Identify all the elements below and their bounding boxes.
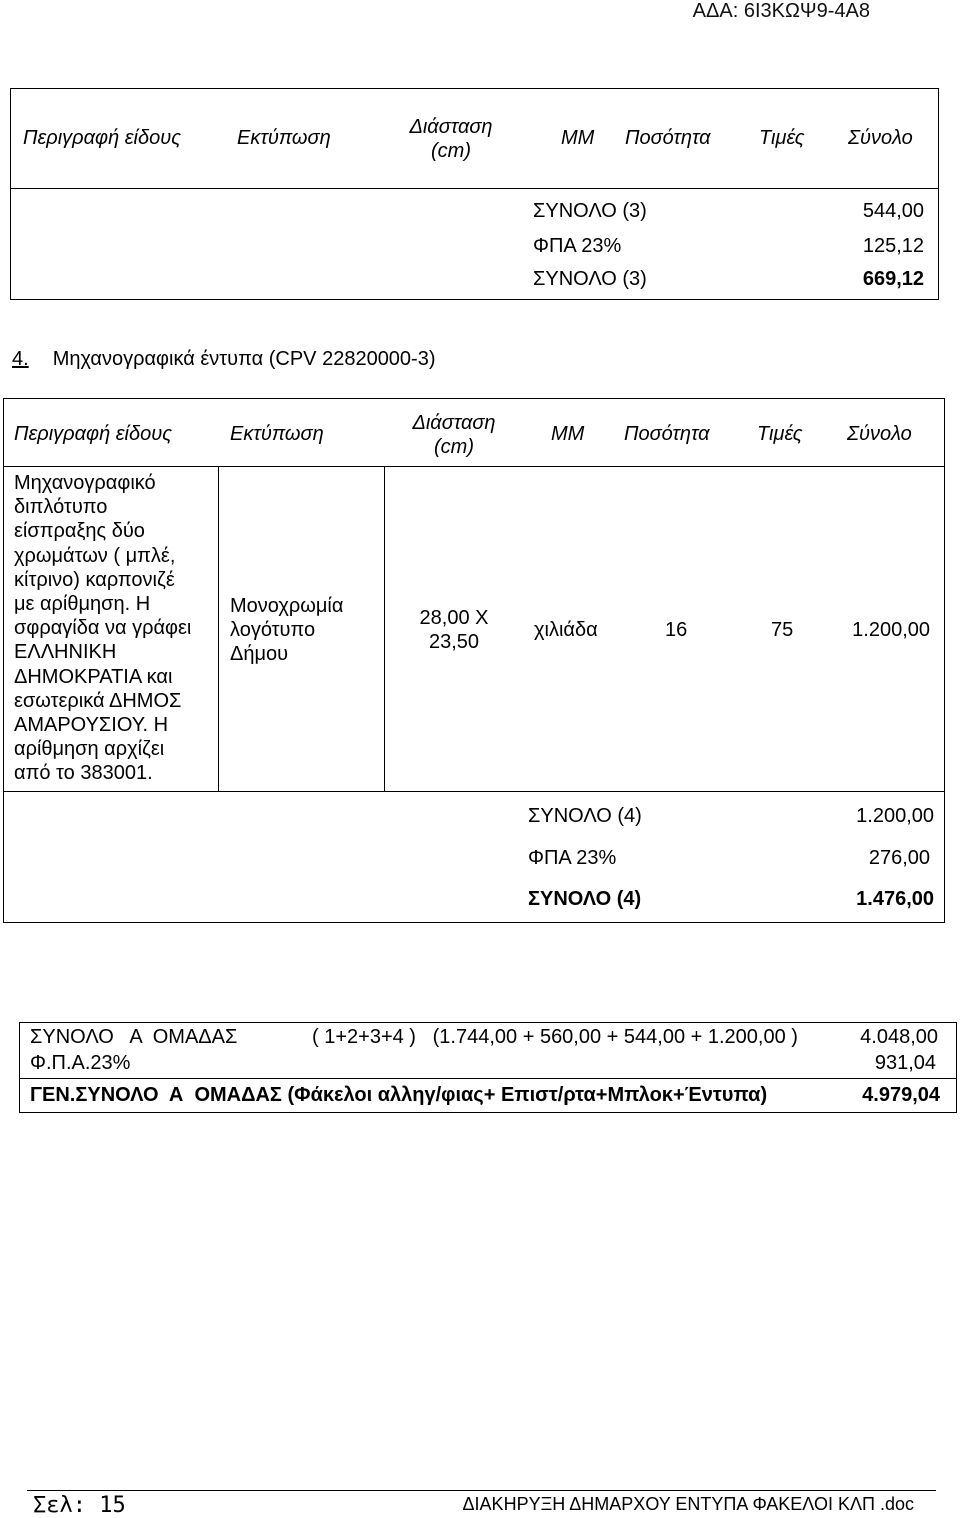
item-quantity: 16 [665,619,688,641]
total-label-4-gross: ΣΥΝΟΛΟ (4) [528,888,642,910]
t4-col-header-description: Περιγραφή είδους [14,423,172,445]
t4-col-header-dimension-line2: (cm) [434,436,474,458]
col-header-dimension [391,115,511,163]
document-name: ΔΙΑΚΗΡΥΞΗ ΔΗΜΑΡΧΟΥ ΕΝΤΥΠΑ ΦΑΚΕΛΟΙ ΚΛΠ .doc [462,1494,914,1514]
col-header-price: Τιμές [759,127,805,149]
page-number: Σελ: 15 [33,1493,126,1518]
total-label-3-net: ΣΥΝΟΛΟ (3) [533,200,647,222]
summary-vat-value: 931,04 [874,1052,936,1074]
total-label-3-vat: ΦΠΑ 23% [533,235,622,257]
summary-total-formula: ( 1+2+3+4 ) (1.744,00 + 560,00 + 544,00 + 1.200,00 ) [312,1026,798,1048]
t4-col-header-quantity: Ποσότητα [624,423,710,445]
col-header-dimension-line2: (cm) [431,140,471,162]
table-4 [3,398,945,923]
t4-col-header-dimension [394,411,514,459]
section-4-number: 4. [12,348,29,370]
total-label-4-vat: ΦΠΑ 23% [528,847,617,869]
summary-vat-label: Φ.Π.Α.23% [30,1052,131,1074]
total-value-4-net: 1.200,00 [856,805,934,827]
footer-rule [27,1490,936,1491]
summary-grand-total-label: ΓΕΝ.ΣΥΝΟΛΟ Α ΟΜΑΔΑΣ (Φάκελοι αλληγ/φιας+ Επιστ/ρτα+Μπλοκ+Έντυπα) [30,1084,768,1106]
t4-col-header-unit: ΜΜ [551,423,585,445]
summary-grand-total-value: 4.979,04 [862,1084,940,1106]
col-header-unit: ΜΜ [561,127,595,149]
col-header-dimension-line1: Διάσταση [409,116,493,138]
summary-total-label: ΣΥΝΟΛΟ Α ΟΜΑΔΑΣ [30,1026,238,1048]
summary-total-value: 4.048,00 [860,1026,938,1048]
item-dimension: 28,00 Χ 23,50 [419,607,489,654]
item-price: 75 [771,619,794,641]
col-header-description: Περιγραφή είδους [23,127,181,149]
t4-col-header-dimension-line1: Διάσταση [412,412,496,434]
t4-col-header-print: Εκτύπωση [230,423,324,445]
item-unit: χιλιάδα [534,619,598,641]
t4-col-header-price: Τιμές [757,423,803,445]
t4-col-header-total: Σύνολο [847,423,912,445]
col-header-print: Εκτύπωση [237,127,331,149]
item-print: Μονοχρωμία λογότυπο Δήμου [230,595,344,666]
total-value-3-gross: 669,12 [862,268,924,290]
summary-box [19,1022,957,1113]
total-value-4-gross: 1.476,00 [856,888,934,910]
total-value-3-vat: 125,12 [862,235,924,257]
total-label-4-net: ΣΥΝΟΛΟ (4) [528,805,642,827]
total-value-3-net: 544,00 [862,200,924,222]
col-header-quantity: Ποσότητα [625,127,711,149]
total-value-4-vat: 276,00 [868,847,930,869]
section-4-title [12,348,436,371]
table-3 [10,88,939,300]
total-label-3-gross: ΣΥΝΟΛΟ (3) [533,268,647,290]
ada-code: ΑΔΑ: 6Ι3ΚΩΨ9-4Α8 [692,0,870,22]
item-total: 1.200,00 [852,619,930,641]
section-4-title-text: Μηχανογραφικά έντυπα (CPV 22820000-3) [52,348,436,370]
col-header-total: Σύνολο [848,127,913,149]
item-description: Μηχανογραφικό διπλότυπο είσπραξης δύο χρωμάτων ( μπλέ, κίτρινο) καρπονιζέ με αρίθμηση. Η σφραγίδα να γράφει ΕΛΛΗΝΙΚΗ ΔΗΜΟΚΡΑΤΙΑ και εσωτερικά ΔΗΜΟΣ ΑΜΑΡΟΥΣΙΟΥ. Η αρίθμηση αρχίζει από το 383001. [14,472,192,785]
